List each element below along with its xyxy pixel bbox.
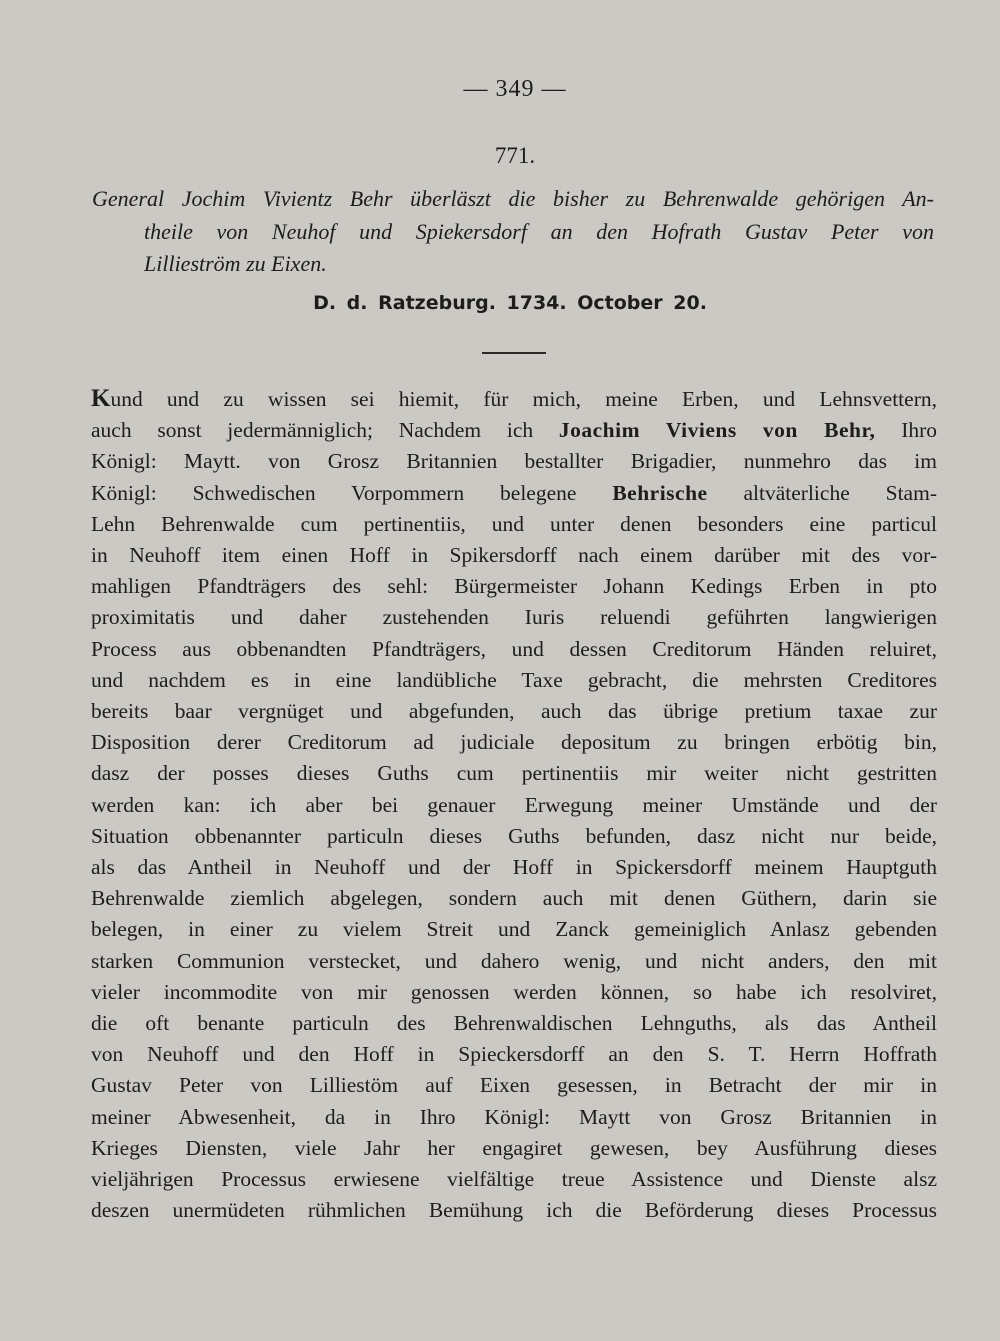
body-line: Gustav Peter von Lilliestöm auf Eixen gesessen, in Betracht der mir in (91, 1073, 937, 1098)
body-line: vieler incommodite von mir genossen werden können, so habe ich resolviret, (91, 979, 937, 1004)
body-line: Process aus obbenandten Pfandträgers, und dessen Creditorum Händen reluiret, (91, 636, 937, 661)
body-line: proximitatis und daher zustehenden Iuris reluendi geführten langwierigen (91, 605, 937, 630)
body-text-fragment: und und zu wissen sei hiemit, für mich, meine Erben, und Lehnsvettern, (110, 387, 937, 411)
body-line (91, 383, 937, 415)
body-line: Krieges Diensten, viele Jahr her engagiret gewesen, bey Ausführung dieses (91, 1135, 937, 1160)
body-text-fragment: auch sonst jedermänniglich; Nachdem ich (91, 418, 559, 443)
summary-line: General Jochim Vivientz Behr überläszt die bisher zu Behrenwalde gehörigen An- (92, 186, 934, 211)
document-body (91, 383, 937, 1226)
body-line: werden kan: ich aber bei genauer Erwegung meiner Umstände und der (91, 792, 937, 817)
body-line: dasz der posses dieses Guths cum pertinentiis mir weiter nicht gestritten (91, 761, 937, 786)
body-line: Königl: Maytt. von Grosz Britannien bestallter Brigadier, nunmehro das im (91, 449, 937, 474)
body-line: bereits baar vergnüget und abgefunden, auch das übrige pretium taxae zur (91, 699, 937, 724)
body-line: deszen unermüdeten rühmlichen Bemühung ich die Beförderung dieses Processus (91, 1198, 937, 1223)
body-text-fragment: Königl: Schwedischen Vorpommern belegene (91, 480, 613, 505)
body-line: als das Antheil in Neuhoff und der Hoff in Spickersdorff meinem Hauptguth (91, 855, 937, 880)
body-line: Disposition derer Creditorum ad judiciale depositum zu bringen erbötig bin, (91, 730, 937, 755)
body-line: starken Communion verstecket, und dahero wenig, und nicht anders, den mit (91, 948, 937, 973)
person-name: Joachim Viviens von Behr, (558, 418, 876, 443)
body-line: Lehn Behrenwalde cum pertinentiis, und unter denen besonders eine particul (91, 511, 937, 536)
body-line: meiner Abwesenheit, da in Ihro Königl: Maytt von Grosz Britannien in (91, 1104, 937, 1129)
page-number: — 349 — (463, 76, 567, 102)
body-line: vieljährigen Processus erwiesene vielfältige treue Assistence und Dienste alsz (91, 1167, 937, 1192)
body-line (91, 415, 937, 446)
separator-rule (482, 352, 546, 354)
body-line (91, 478, 937, 509)
body-text-fragment: Ihro (875, 418, 938, 443)
body-line: und nachdem es in eine landübliche Taxe gebracht, die mehrsten Creditores (91, 667, 937, 692)
summary-line: Lillieström zu Eixen. (144, 251, 327, 276)
body-line: mahligen Pfandträgers des sehl: Bürgermeister Johann Kedings Erben in pto (91, 574, 937, 599)
document-summary (92, 183, 934, 281)
dateline: D. d. Ratzeburg. 1734. October 20. (313, 292, 707, 314)
body-line: von Neuhoff und den Hoff in Spieckersdorff an den S. T. Herrn Hoffrath (91, 1042, 937, 1067)
body-line: Behrenwalde ziemlich abgelegen, sondern auch mit denen Güthern, darin sie (91, 886, 937, 911)
drop-initial: K (91, 385, 111, 412)
family-name: Behrische (612, 480, 708, 505)
body-line: in Neuhoff item einen Hoff in Spikersdorff nach einem darüber mit des vor- (91, 543, 937, 568)
body-line: die oft benante particuln des Behrenwaldischen Lehnguths, als das Antheil (91, 1011, 937, 1036)
body-text-fragment: altväterliche Stam- (707, 480, 937, 505)
body-line: Situation obbenannter particuln dieses Guths befunden, dasz nicht nur beide, (91, 823, 937, 848)
document-number: 771. (494, 143, 536, 168)
body-line: belegen, in einer zu vielem Streit und Zanck gemeiniglich Anlasz gebenden (91, 917, 937, 942)
summary-line: theile von Neuhof und Spiekersdorf an den Hofrath Gustav Peter von (144, 218, 934, 244)
